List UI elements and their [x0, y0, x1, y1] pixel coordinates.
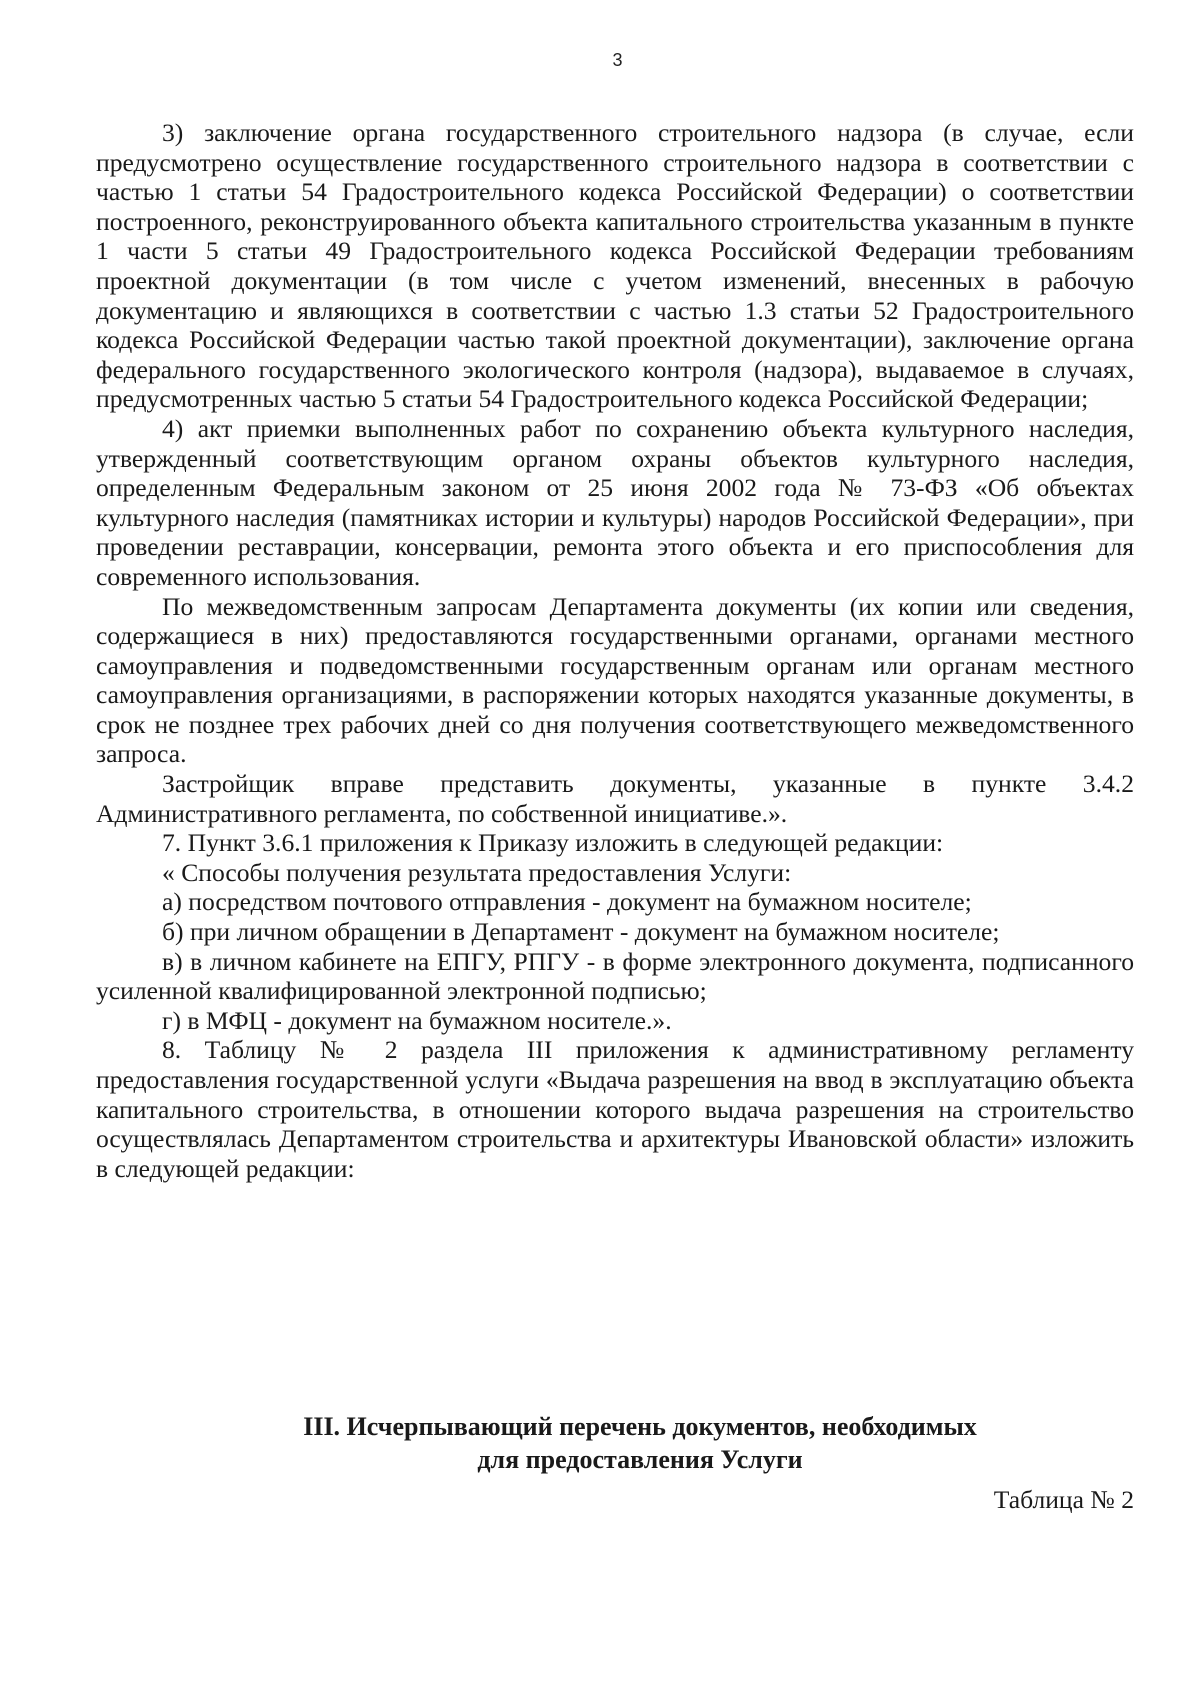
paragraph-method-d: г) в МФЦ - документ на бумажном носителе.».	[162, 1005, 672, 1035]
section-heading	[140, 1410, 1140, 1476]
paragraph-method-a: а) посредством почтового отправления - документ на бумажном носителе;	[162, 887, 972, 917]
section-heading-line-1: III. Исчерпывающий перечень документов, необходимых	[303, 1412, 977, 1441]
paragraph-item-3-conclusion: 3) заключение органа государственного строительного надзора (в случае, если предусмотрено осуществление государственного строительного надзора в соответствии с частью 1 статьи 54 Градостроительного кодекса Российской Федерации) о соответствии построенного, реконструированного объекта капитального строительства указанным в пункте 1 части 5 статьи 49 Градостроительного кодекса Российской Федерации требованиям проектной документации (в том числе с учетом изменений, внесенных в рабочую документацию и являющихся в соответствии с частью 1.3 статьи 52 Градостроительного кодекса Российской Федерации частью такой проектной документации), заключение органа федерального государственного экологического контроля (надзора), выдаваемое в случаях, предусмотренных частью 5 статьи 54 Градостроительного кодекса Российской Федерации;	[96, 118, 1134, 414]
paragraph-result-methods: « Способы получения результата предоставления Услуги:	[162, 857, 792, 887]
paragraph-interagency-requests: По межведомственным запросам Департамента документы (их копии или сведения, содержащиеся в них) предоставляются государственными органами, органами местного самоуправления и подведомственными государственным органам или органам местного самоуправления организациями, в распоряжении которых находятся указанные документы, в срок не позднее трех рабочих дней со дня получения соответствующего межведомственного запроса.	[96, 591, 1134, 769]
document-body	[96, 118, 1134, 1183]
page-number: 3	[612, 50, 623, 70]
section-heading-line-2: для предоставления Услуги	[477, 1445, 803, 1474]
paragraph-method-b: б) при личном обращении в Департамент - документ на бумажном носителе;	[162, 917, 1000, 947]
paragraph-clause-7: 7. Пункт 3.6.1 приложения к Приказу изложить в следующей редакции:	[162, 828, 944, 858]
paragraph-clause-8: 8. Таблицу № 2 раздела III приложения к административному регламенту предоставления государственной услуги «Выдача разрешения на ввод в эксплуатацию объекта капитального строительства, в отношении которого выдача разрешения на строительство осуществлялась Департаментом строительства и архитектуры Ивановской области» изложить в следующей редакции:	[96, 1035, 1134, 1183]
table-label: Таблица № 2	[993, 1485, 1134, 1514]
paragraph-item-4-acceptance-act: 4) акт приемки выполненных работ по сохранению объекта культурного наследия, утвержденный соответствующим органом охраны объектов культурного наследия, определенным Федеральным законом от 25 июня 2002 года № 73-ФЗ «Об объектах культурного наследия (памятниках истории и культуры) народов Российской Федерации», при проведении реставрации, консервации, ремонта этого объекта и его приспособления для современного использования.	[96, 413, 1134, 591]
paragraph-developer-initiative: Застройщик вправе представить документы, указанные в пункте 3.4.2 Административного регламента, по собственной инициативе.».	[96, 769, 1134, 828]
paragraph-method-c: в) в личном кабинете на ЕПГУ, РПГУ - в форме электронного документа, подписанного усиленной квалифицированной электронной подписью;	[96, 946, 1134, 1006]
